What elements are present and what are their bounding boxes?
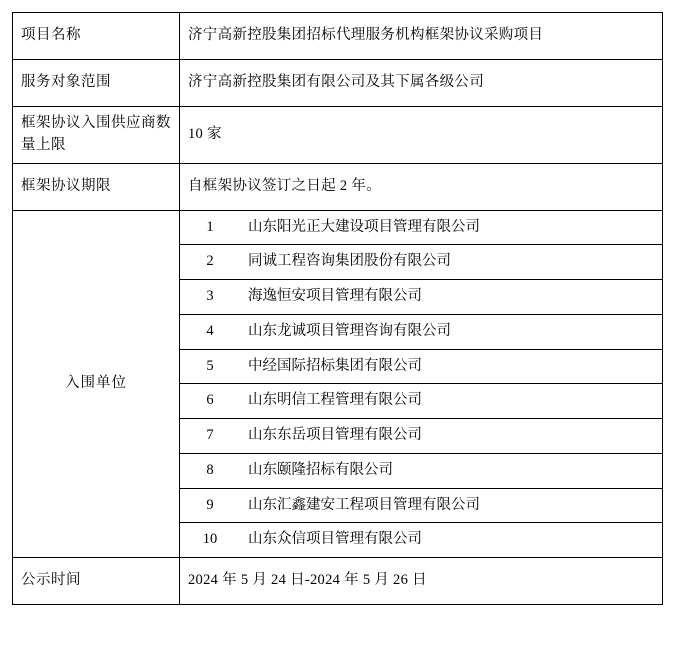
list-item bbox=[180, 453, 662, 488]
vendor-number: 9 bbox=[180, 488, 240, 523]
list-item bbox=[180, 349, 662, 384]
vendor-name: 海逸恒安项目管理有限公司 bbox=[240, 280, 662, 315]
vendor-number: 10 bbox=[202, 531, 218, 548]
table-row bbox=[13, 60, 663, 107]
table-row-vendors bbox=[13, 210, 663, 558]
vendor-number: 2 bbox=[180, 245, 240, 280]
list-item bbox=[180, 523, 662, 557]
vendor-name: 山东东岳项目管理有限公司 bbox=[240, 419, 662, 454]
row-label-project-name: 项目名称 bbox=[13, 13, 180, 60]
table-row bbox=[13, 13, 663, 60]
vendor-name: 同诚工程咨询集团股份有限公司 bbox=[240, 245, 662, 280]
list-item bbox=[180, 384, 662, 419]
vendor-number: 7 bbox=[180, 419, 240, 454]
vendor-number: 4 bbox=[180, 314, 240, 349]
row-value-service-scope: 济宁高新控股集团有限公司及其下属各级公司 bbox=[180, 60, 663, 107]
vendor-name: 山东颐隆招标有限公司 bbox=[240, 453, 662, 488]
list-item bbox=[180, 419, 662, 454]
table-row bbox=[13, 558, 663, 605]
row-value-supplier-limit: 10 家 bbox=[180, 107, 663, 164]
vendor-name: 中经国际招标集团有限公司 bbox=[240, 349, 662, 384]
list-item bbox=[180, 245, 662, 280]
vendor-list-cell bbox=[180, 210, 663, 558]
row-label-agreement-term: 框架协议期限 bbox=[13, 163, 180, 210]
row-value-agreement-term: 自框架协议签订之日起 2 年。 bbox=[180, 163, 663, 210]
list-item bbox=[180, 280, 662, 315]
row-value-publicity-period: 2024 年 5 月 24 日-2024 年 5 月 26 日 bbox=[180, 558, 663, 605]
row-label-supplier-limit: 框架协议入围供应商数量上限 bbox=[13, 107, 180, 164]
list-item bbox=[180, 488, 662, 523]
row-value-project-name: 济宁高新控股集团招标代理服务机构框架协议采购项目 bbox=[180, 13, 663, 60]
vendor-name: 山东汇鑫建安工程项目管理有限公司 bbox=[240, 488, 662, 523]
vendor-name: 山东龙诚项目管理咨询有限公司 bbox=[240, 314, 662, 349]
table-row bbox=[13, 107, 663, 164]
vendor-number: 1 bbox=[180, 211, 240, 245]
row-label-shortlisted-units: 入围单位 bbox=[13, 210, 180, 558]
list-item bbox=[180, 211, 662, 245]
row-label-publicity-period: 公示时间 bbox=[13, 558, 180, 605]
vendor-number: 3 bbox=[180, 280, 240, 315]
list-item bbox=[180, 314, 662, 349]
announcement-table bbox=[12, 12, 663, 605]
vendor-number: 8 bbox=[180, 453, 240, 488]
vendor-table bbox=[180, 211, 662, 558]
vendor-name: 山东阳光正大建设项目管理有限公司 bbox=[240, 211, 662, 245]
vendor-name: 山东众信项目管理有限公司 bbox=[248, 531, 422, 548]
vendor-name: 山东明信工程管理有限公司 bbox=[240, 384, 662, 419]
table-row bbox=[13, 163, 663, 210]
vendor-number: 5 bbox=[180, 349, 240, 384]
vendor-number: 6 bbox=[180, 384, 240, 419]
row-label-service-scope: 服务对象范围 bbox=[13, 60, 180, 107]
